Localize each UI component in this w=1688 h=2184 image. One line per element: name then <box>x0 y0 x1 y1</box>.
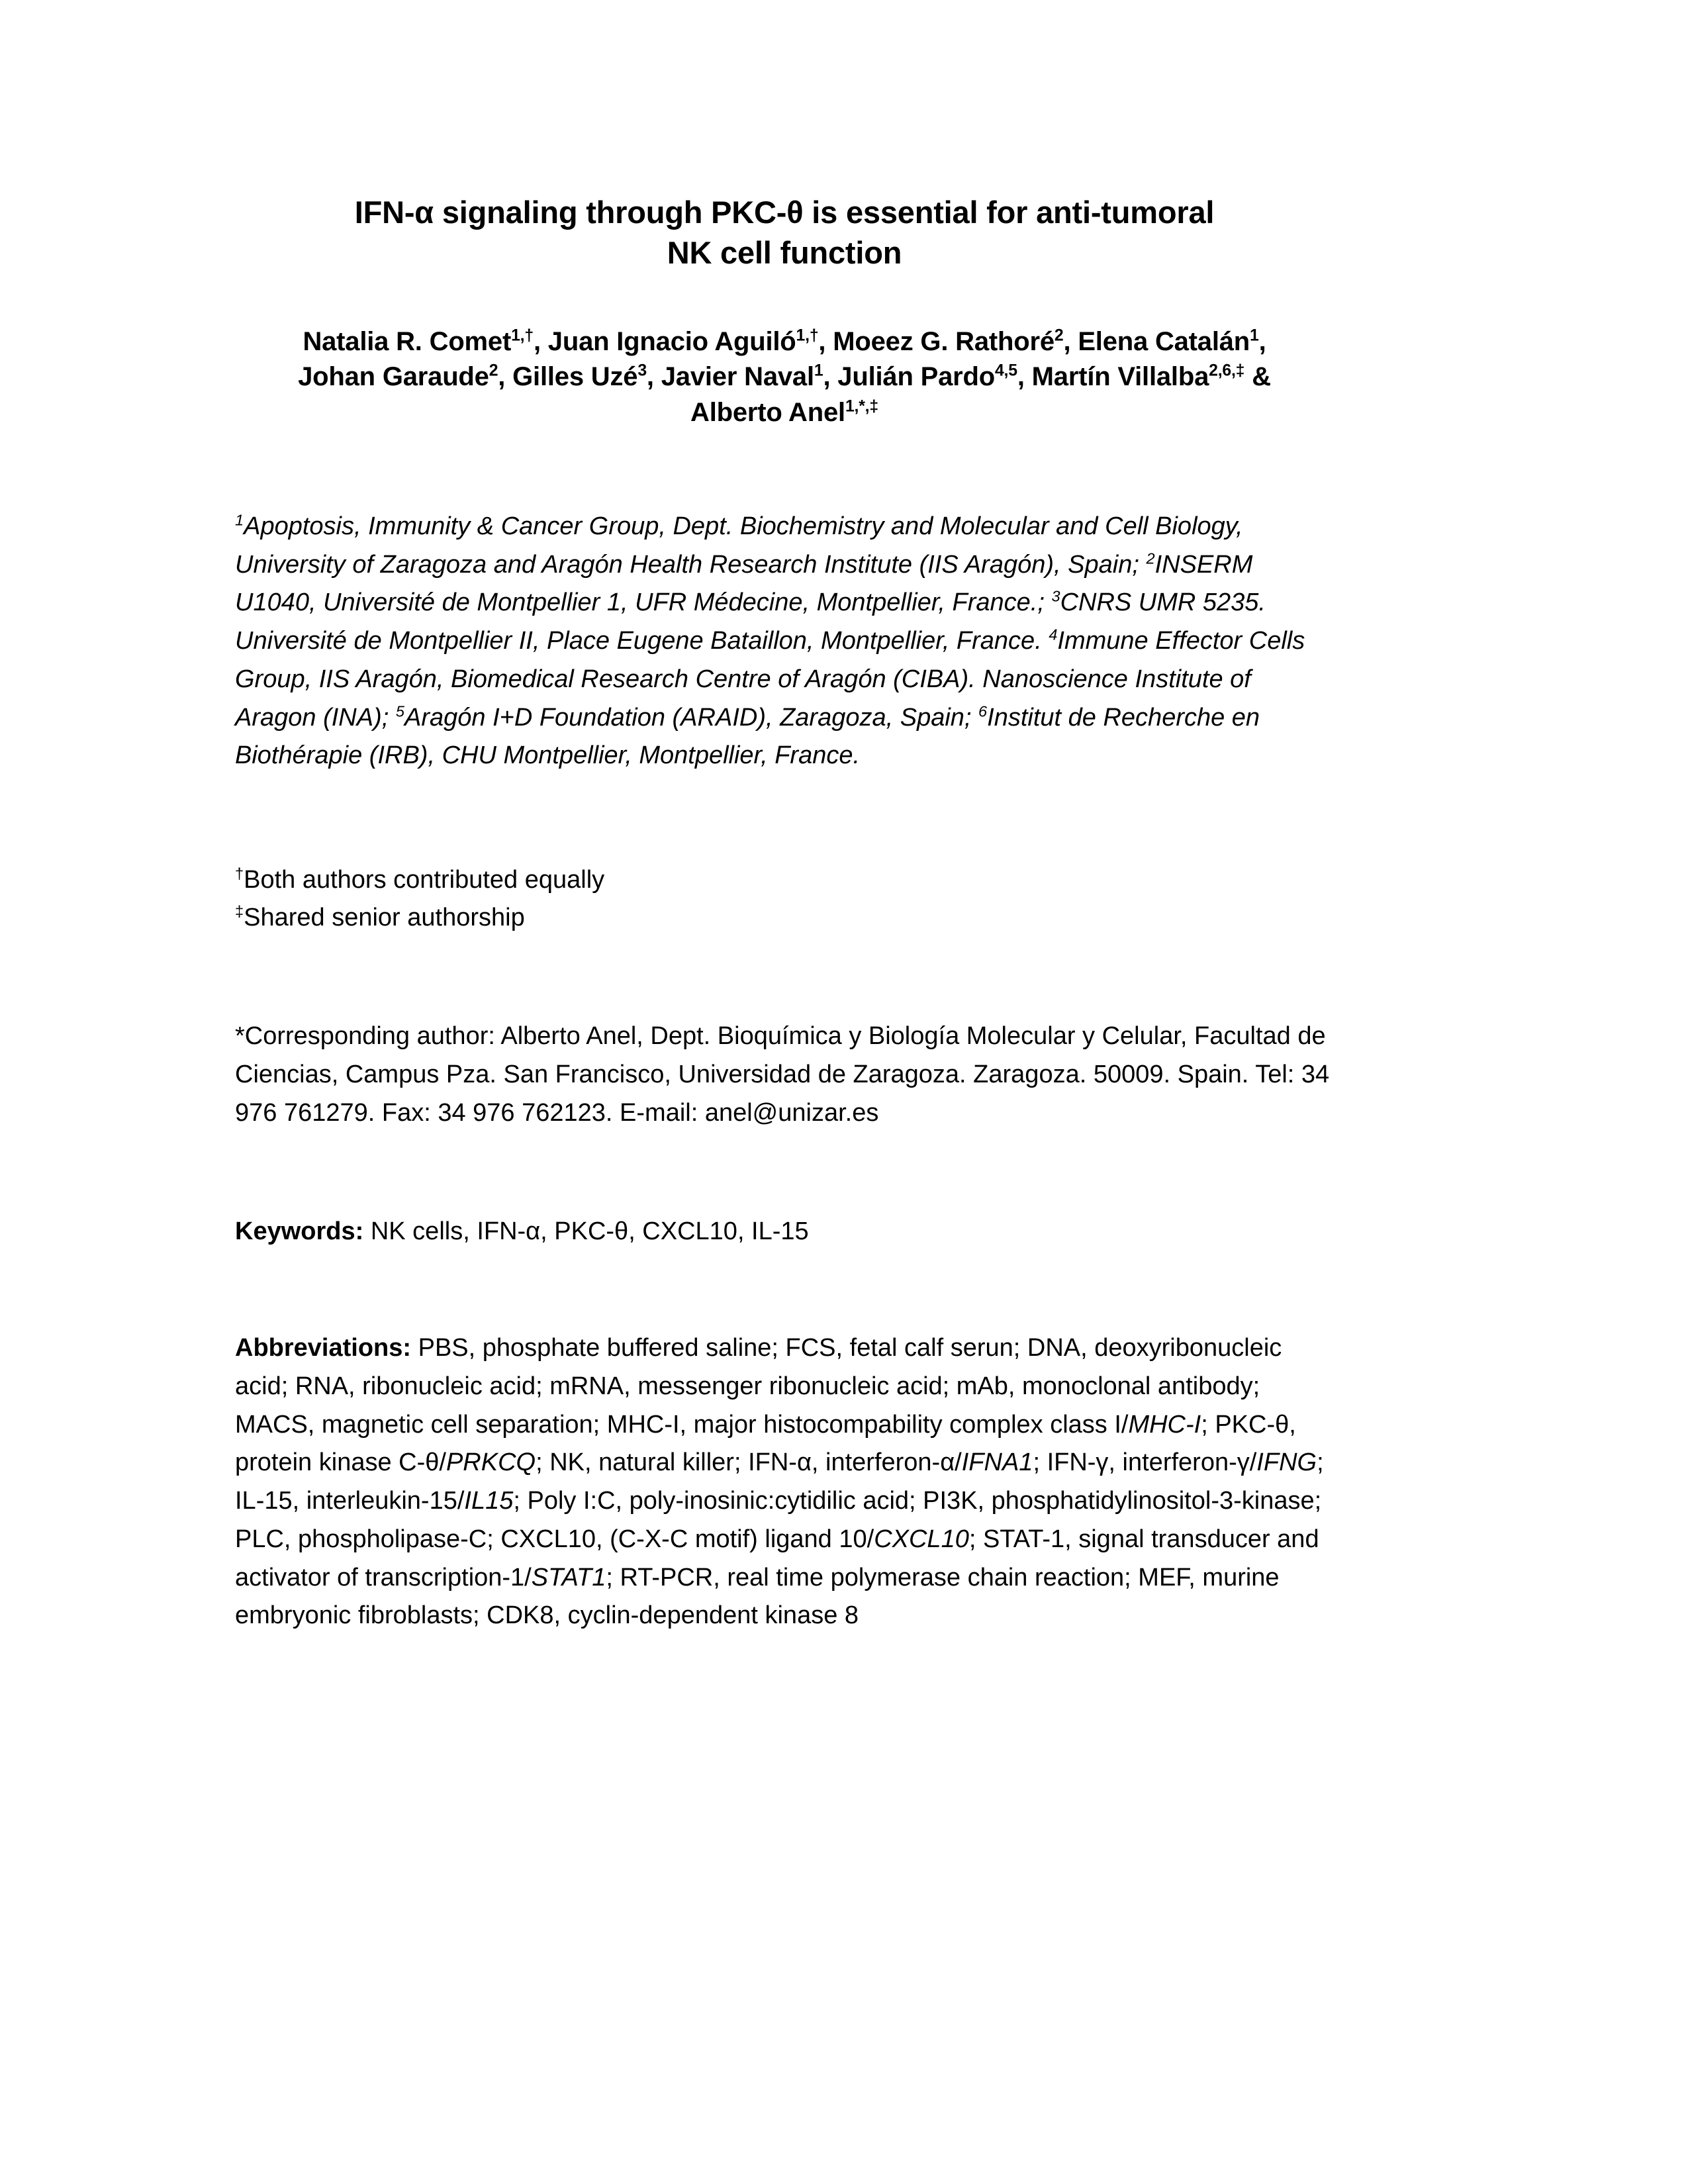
page-content-column <box>235 0 1334 1635</box>
author-affiliation-marker: 1,† <box>796 326 819 345</box>
author-name: Julián Pardo <box>837 362 995 392</box>
author-affiliation-marker: 2,6,‡ <box>1209 362 1245 381</box>
affiliation-marker: 3 <box>1051 587 1060 605</box>
abbreviations-part-4: ; IFN-γ, interferon-γ/ <box>1033 1448 1257 1477</box>
author-name: Alberto Anel <box>690 397 845 427</box>
affiliation-marker: 5 <box>395 702 404 720</box>
footnote-marker-double-dagger: ‡ <box>235 902 244 920</box>
author-name: Johan Garaude <box>298 362 489 392</box>
corresponding-author-block: *Corresponding author: Alberto Anel, Dept. Bioquímica y Biología Molecular y Celular, Facultad de Ciencias, Campus Pza. San Francisco, Universidad de Zaragoza. Zaragoza. 50009. Spain. Tel: 34 976 761279. Fax: 34 976 762123. E-mail: anel@unizar.es <box>235 1022 1330 1127</box>
author-footnotes <box>235 775 1334 937</box>
author-entry <box>298 362 498 391</box>
author-affiliation-marker: 2 <box>1054 326 1064 345</box>
author-separator: , <box>498 362 513 392</box>
title-line-2: NK cell function <box>667 235 902 271</box>
affiliation-marker: 1 <box>235 511 244 529</box>
affiliation-text: CNRS UMR 5235. Université de Montpellier II, Place Eugene Bataillon, Montpellier, France. <box>235 589 1266 655</box>
abbreviations-part-6: ; Poly I:C, poly-inosinic:cytidilic acid; PI3K, phosphatidylinositol-3-kinase; PLC, phospholipase-C; CXCL10, (C-X-C motif) ligand 10/ <box>235 1487 1322 1553</box>
author-separator: , <box>1063 327 1078 357</box>
author-entry <box>548 327 819 356</box>
author-affiliation-marker: 4,5 <box>994 362 1017 381</box>
affiliation-text: Institut de Recherche en Biothérapie (IRB), CHU Montpellier, Montpellier, France. <box>235 703 1260 770</box>
affiliation-marker: 4 <box>1049 626 1058 643</box>
author-name: Javier Naval <box>661 362 814 392</box>
author-separator: , <box>646 362 661 392</box>
abbreviations-part-8: ; RT-PCR, real time polymerase chain reaction; MEF, murine embryonic fibroblasts; CDK8, cyclin-dependent kinase 8 <box>235 1563 1280 1630</box>
affiliation-text: Immune Effector Cells Group, IIS Aragón, Biomedical Research Centre of Aragón (CIBA). Nanoscience Institute of Aragon (INA); <box>235 627 1305 732</box>
gene-name-ifng: IFNG <box>1256 1448 1317 1477</box>
author-entry <box>303 327 534 356</box>
footnote-text-equal-contribution: Both authors contributed equally <box>244 866 605 894</box>
author-name: Gilles Uzé <box>512 362 638 392</box>
author-separator: , <box>818 327 833 357</box>
affiliation-text: INSERM U1040, Université de Montpellier 1, UFR Médecine, Montpellier, France.; <box>235 550 1253 617</box>
keywords-label: Keywords: <box>235 1217 364 1246</box>
abbreviations-part-7: ; STAT-1, signal transducer and activator of transcription-1/ <box>235 1525 1319 1591</box>
author-affiliation-marker: 1 <box>1250 326 1259 345</box>
author-name: Juan Ignacio Aguiló <box>547 327 796 357</box>
author-ampersand: & <box>1252 362 1271 392</box>
abbreviations-part-3: ; NK, natural killer; IFN-α, interferon-α/ <box>536 1448 962 1477</box>
abbreviations-block <box>235 1251 1334 1635</box>
author-affiliation-marker: 2 <box>489 362 498 381</box>
gene-name-cxcl10: CXCL10 <box>874 1525 969 1553</box>
abbreviations-label: Abbreviations: <box>235 1334 412 1362</box>
keywords-block <box>235 1132 1334 1251</box>
author-name: Moeez G. Rathoré <box>833 327 1055 357</box>
author-entry <box>661 362 823 391</box>
gene-name-stat1: STAT1 <box>531 1563 606 1591</box>
page-title <box>235 0 1334 273</box>
author-separator: , <box>1017 362 1032 392</box>
author-separator: , <box>823 362 838 392</box>
affiliation-text: Apoptosis, Immunity & Cancer Group, Dept. Biochemistry and Molecular and Cell Biology, University of Zaragoza and Aragón Health Research Institute (IIS Aragón), Spain; <box>235 512 1243 579</box>
abbreviations-part-5: ; IL-15, interleukin-15/ <box>235 1448 1324 1515</box>
title-line-1: IFN-α signaling through PKC-θ is essential for anti-tumoral <box>354 195 1215 230</box>
author-name: Natalia R. Comet <box>303 327 512 357</box>
keywords-value: NK cells, IFN-α, PKC-θ, CXCL10, IL-15 <box>363 1217 809 1246</box>
gene-name-mhc-i: MHC-I <box>1128 1410 1201 1439</box>
author-name: Elena Catalán <box>1078 327 1250 357</box>
author-separator: , <box>533 327 548 357</box>
author-entry <box>512 362 647 391</box>
author-entry <box>690 398 878 427</box>
gene-name-il15: IL15 <box>464 1487 514 1515</box>
affiliation-list <box>235 430 1334 775</box>
author-affiliation-marker: 3 <box>637 362 647 381</box>
affiliation-marker: 6 <box>978 702 988 720</box>
footnote-text-shared-senior: Shared senior authorship <box>244 904 525 931</box>
author-affiliation-marker: 1,† <box>511 326 534 345</box>
gene-name-prkcq: PRKCQ <box>445 1448 536 1477</box>
author-separator: , <box>1258 327 1266 357</box>
abbreviations-intro: PBS, phosphate buffered saline; FCS, fetal calf serun; DNA, deoxyribonucleic acid; RNA, ribonucleic acid; mRNA, messenger ribonucleic acid; mAb, monoclonal antibody; MACS, magnetic cell separation; MHC-I, major histocompability complex class I/ <box>235 1334 1282 1439</box>
author-entry <box>833 327 1063 356</box>
author-name: Martín Villalba <box>1031 362 1209 392</box>
author-entry <box>1078 327 1258 356</box>
affiliation-marker: 2 <box>1146 549 1155 567</box>
footnote-marker-dagger: † <box>235 865 244 882</box>
author-affiliation-marker: 1,*,‡ <box>845 397 878 416</box>
author-affiliation-marker: 1 <box>814 362 823 381</box>
author-list <box>235 273 1334 430</box>
author-entry <box>1032 362 1245 391</box>
abbreviations-part-2: ; PKC-θ, protein kinase C-θ/ <box>235 1410 1296 1477</box>
gene-name-ifna1: IFNA1 <box>961 1448 1033 1477</box>
affiliation-text: Aragón I+D Foundation (ARAID), Zaragoza, Spain; <box>404 703 979 732</box>
author-entry <box>837 362 1017 391</box>
